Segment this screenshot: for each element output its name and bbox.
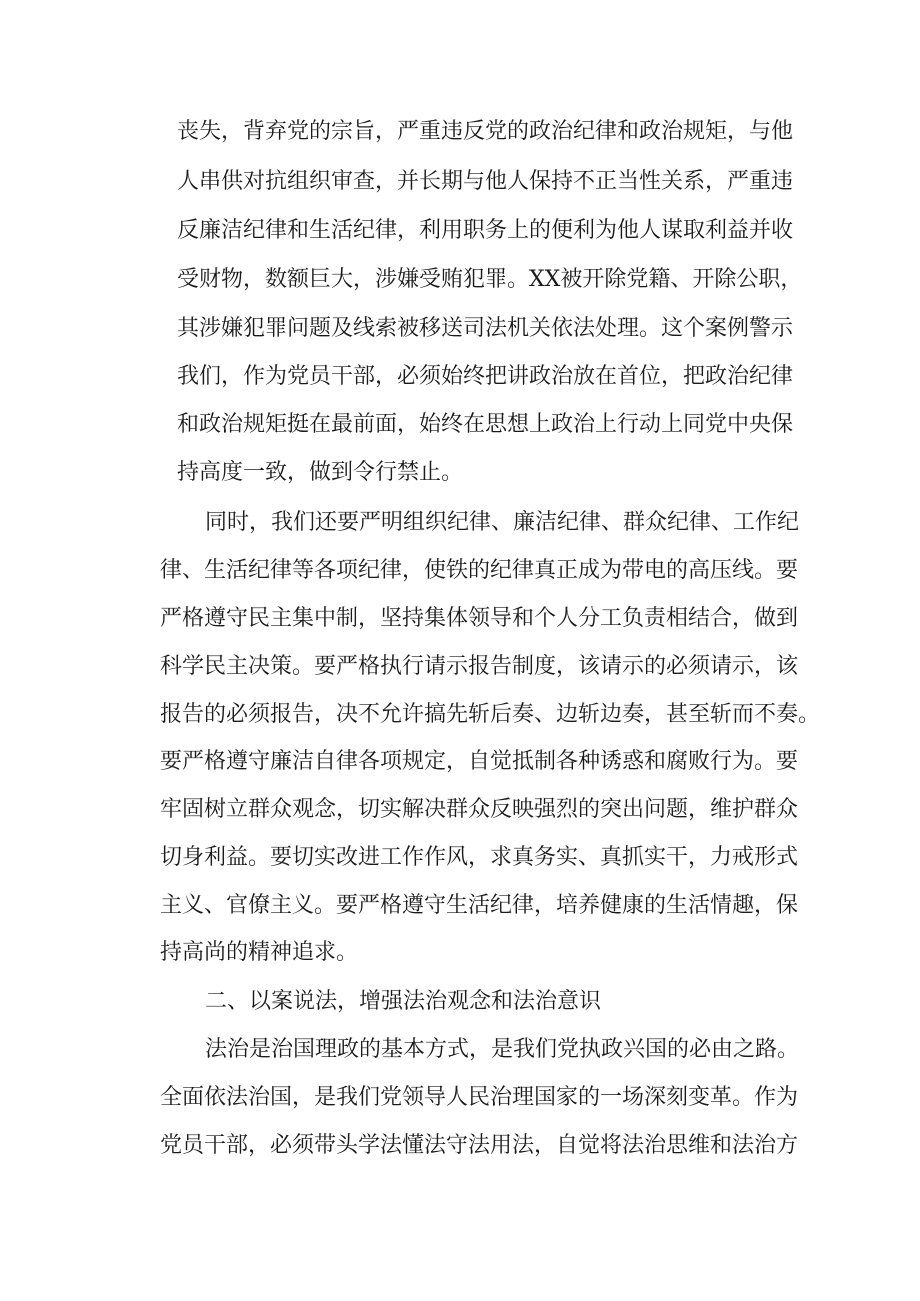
paragraph-line: 主义、官僚主义。要严格遵守生活纪律，培养健康的生活情趣，保 xyxy=(160,893,799,918)
paragraph-line: 科学民主决策。要严格执行请示报告制度，该请示的必须请示，该 xyxy=(160,654,799,679)
paragraph-line: 牢固树立群众观念，切实解决群众反映强烈的突出问题，维护群众 xyxy=(160,797,799,822)
paragraph-line: 持高度一致，做到令行禁止。 xyxy=(177,460,464,485)
paragraph-line: 全面依法治国，是我们党领导人民治理国家的一场深刻变革。作为 xyxy=(160,1085,799,1110)
paragraph-line: 持高尚的精神追求。 xyxy=(160,940,359,965)
paragraph-line: 律、生活纪律等各项纪律，使铁的纪律真正成为带电的高压线。要 xyxy=(160,558,799,583)
paragraph-line: 严格遵守民主集中制，坚持集体领导和个人分工负责相结合，做到 xyxy=(160,606,799,631)
paragraph-line: 党员干部，必须带头学法懂法守法用法，自觉将法治思维和法治方 xyxy=(160,1133,799,1158)
paragraph-line: 法治是治国理政的基本方式，是我们党执政兴国的必由之路。 xyxy=(205,1037,800,1062)
paragraph-line: 受财物，数额巨大，涉嫌受贿犯罪。XX被开除党籍、开除公职， xyxy=(177,267,803,292)
paragraph-line: 人串供对抗组织审查，并长期与他人保持不正当性关系，严重违 xyxy=(177,169,794,194)
paragraph-line: 丧失，背弃党的宗旨，严重违反党的政治纪律和政治规矩，与他 xyxy=(177,119,794,144)
paragraph-line: 要严格遵守廉洁自律各项规定，自觉抵制各种诱惑和腐败行为。要 xyxy=(160,749,799,774)
paragraph-line: 切身利益。要切实改进工作作风，求真务实、真抓实干，力戒形式 xyxy=(160,845,799,870)
paragraph-line: 和政治规矩挺在最前面，始终在思想上政治上行动上同党中央保 xyxy=(177,412,794,437)
paragraph-line: 反廉洁纪律和生活纪律，利用职务上的便利为他人谋取利益并收 xyxy=(177,218,794,243)
paragraph-line: 其涉嫌犯罪问题及线索被移送司法机关依法处理。这个案例警示 xyxy=(177,316,794,341)
section-heading: 二、以案说法，增强法治观念和法治意识 xyxy=(205,989,602,1014)
paragraph-line: 我们，作为党员干部，必须始终把讲政治放在首位，把政治纪律 xyxy=(177,364,794,389)
paragraph-line: 同时，我们还要严明组织纪律、廉洁纪律、群众纪律、工作纪 xyxy=(205,510,800,535)
paragraph-line: 报告的必须报告，决不允许搞先斩后奏、边斩边奏，甚至斩而不奏。 xyxy=(160,702,821,727)
